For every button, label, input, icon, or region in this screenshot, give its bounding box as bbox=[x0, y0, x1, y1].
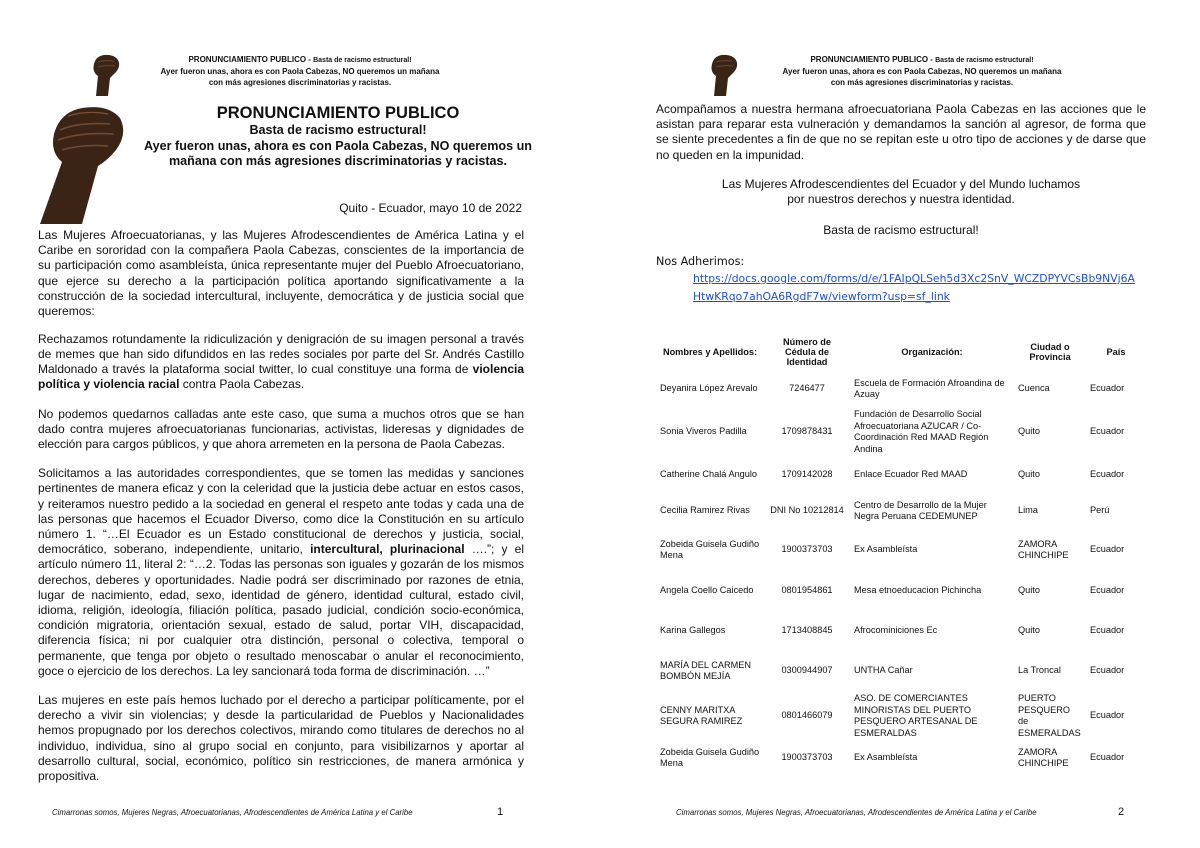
table-cell: Enlace Ecuador Red MAAD bbox=[854, 469, 968, 480]
header-title: PRONUNCIAMIENTO PUBLICO - bbox=[188, 55, 311, 64]
closing-line: Las Mujeres Afrodescendientes del Ecuador y del Mundo luchamos bbox=[721, 176, 1081, 191]
table-cell: Fundación de Desarrollo Social Afroecuatoriana AZUCAR / Co-Coordinación Red MAAD Región Andina bbox=[854, 409, 989, 454]
header-line-3: con más agresiones discriminatorias y racistas. bbox=[208, 78, 392, 87]
table-row bbox=[656, 371, 1146, 407]
table-row bbox=[656, 493, 1146, 529]
paragraph: Las mujeres en este país hemos luchado por el derecho a participar políticamente, por el derecho a vivir sin violencias; y desde la particularidad de Pueblos y Nacionalidades hemos propugnado por los derechos colectivos, mirando como titulares de derechos no al individuo, individua, sino al grupo social en conjunto, para visibilizarnos y aportar al desarrollo cultural, social, económico, político sin restricciones, de manera armónica y propositiva. bbox=[38, 692, 524, 783]
table-row bbox=[656, 691, 1146, 741]
column-header: Ciudad o Provincia bbox=[1029, 342, 1071, 362]
table-cell: ZAMORA CHINCHIPE bbox=[1018, 746, 1069, 768]
paragraph bbox=[38, 332, 524, 393]
adhesion-form-link[interactable] bbox=[693, 272, 1135, 303]
table-cell: Sonia Viveros Padilla bbox=[660, 426, 747, 437]
table-cell: Centro de Desarrollo de la Mujer Negra Peruana CEDEMUNEP bbox=[854, 499, 987, 521]
table-cell: Quito bbox=[1018, 426, 1040, 437]
paragraph: Las Mujeres Afroecuatorianas, y las Mujeres Afrodescendientes de América Latina y el Caribe en sororidad con la compañera Paola Cabezas, conscientes de la importancia de su participación como asambleísta, única representante mujer del Pueblo Afroecuatoriano, que ejerce su derecho a la participación política aportando significativamente a la construcción de la sociedad intercultural, incluyente, democrática y de justicia social que queremos: bbox=[38, 228, 524, 319]
table-cell: Ecuador bbox=[1090, 710, 1125, 721]
header-line-2: Ayer fueron unas, ahora es con Paola Cabezas, NO queremos un mañana bbox=[782, 67, 1062, 76]
table-row bbox=[656, 571, 1146, 611]
emphasis-text: violencia política y violencia racial bbox=[38, 362, 524, 392]
header-subtitle: Basta de racismo estructural! bbox=[313, 57, 412, 64]
header-line-2: Ayer fueron unas, ahora es con Paola Cabezas, NO queremos un mañana bbox=[160, 67, 440, 76]
paragraph bbox=[38, 466, 524, 679]
paragraph-text: contra Paola Cabezas. bbox=[179, 377, 305, 392]
table-cell: 1709142028 bbox=[781, 469, 833, 480]
page-number: 1 bbox=[497, 806, 504, 818]
column-header: Nombres y Apellidos: bbox=[662, 347, 758, 357]
page-number: 2 bbox=[1118, 806, 1125, 818]
table-row bbox=[656, 651, 1146, 691]
raised-fist-icon bbox=[88, 52, 122, 96]
table-cell: Cecilia Ramirez Rivas bbox=[660, 505, 750, 516]
link-text: https://docs.google.com/forms/d/e/1FAIpQLSeh5d3Xc2SnV_WCZDPYVCsBb9NVj6A bbox=[693, 272, 1135, 285]
table-cell: Ecuador bbox=[1090, 383, 1125, 394]
document-subtitle-line: Ayer fueron unas, ahora es con Paola Cabezas, NO queremos un bbox=[144, 138, 532, 153]
table-row bbox=[656, 457, 1146, 493]
page-footer: Cimarronas somos, Mujeres Negras, Afroecuatorianas, Afrodescendientes de América Latina y el Caribe bbox=[52, 808, 413, 817]
document-subtitle-line: mañana con más agresiones discriminatorias y racistas. bbox=[168, 154, 508, 168]
table-header-row bbox=[656, 333, 1146, 371]
paragraph: Acompañamos a nuestra hermana afroecuatoriana Paola Cabezas en las acciones que le asistan para reparar esta vulneración y demandamos la sanción al agresor, de forma que se siente precedentes a fin de que no se repitan este u otro tipo de acciones y de darse que no queden en la impunidad. bbox=[656, 102, 1146, 162]
paragraph: No podemos quedarnos calladas ante este caso, que suma a muchos otros que se han dado contra mujeres afroecuatorianas funcionarias, activistas, lideresas y dignidades de elección para cargos públicos, y que ahora arremeten en la persona de Paola Cabezas. bbox=[38, 406, 524, 451]
table-cell: 0801466079 bbox=[781, 710, 833, 721]
column-header: Organización: bbox=[901, 347, 963, 357]
table-cell: Karina Gallegos bbox=[660, 625, 726, 636]
table-cell: Ecuador bbox=[1090, 665, 1125, 676]
place-date: Quito - Ecuador, mayo 10 de 2022 bbox=[339, 201, 522, 215]
table-cell: Lima bbox=[1018, 505, 1038, 516]
table-cell: Quito bbox=[1018, 585, 1040, 596]
table-cell: 1900373703 bbox=[781, 544, 833, 555]
table-cell: Ecuador bbox=[1090, 585, 1125, 596]
table-row bbox=[656, 611, 1146, 651]
table-cell: Ecuador bbox=[1090, 544, 1125, 555]
table-cell: Perú bbox=[1090, 505, 1110, 516]
link-text: HtwKRqo7ahOA6RgdF7w/viewform?usp=sf_link bbox=[693, 290, 950, 303]
table-cell: 0300944907 bbox=[781, 665, 833, 676]
table-cell: Angela Coello Caicedo bbox=[660, 585, 754, 596]
table-cell: UNTHA Cañar bbox=[854, 665, 913, 676]
table-row bbox=[656, 741, 1146, 775]
table-cell: Afrocominiciones Ec bbox=[854, 625, 938, 636]
table-cell: 7246477 bbox=[789, 383, 825, 394]
table-cell: ZAMORA CHINCHIPE bbox=[1018, 538, 1069, 560]
table-cell: Ecuador bbox=[1090, 426, 1125, 437]
header-line-3: con más agresiones discriminatorias y racistas. bbox=[830, 78, 1014, 87]
page-header bbox=[772, 54, 1072, 88]
page1-body bbox=[38, 228, 524, 797]
table-row bbox=[656, 529, 1146, 571]
title-block bbox=[120, 104, 556, 170]
header-title: PRONUNCIAMIENTO PUBLICO - bbox=[810, 55, 933, 64]
paragraph-text: Rechazamos rotundamente la ridiculización y denigración de su imagen personal a través de memes que han sido difundidos en las redes sociales por parte del Sr. Andrés Castillo Maldonado a través la plataforma social twitter, lo cual constituye una forma de bbox=[38, 331, 524, 377]
table-cell: Escuela de Formación Afroandina de Azuay bbox=[854, 377, 1005, 399]
closing-line: por nuestros derechos y nuestra identidad. bbox=[787, 192, 1015, 207]
table-cell: La Troncal bbox=[1018, 665, 1061, 676]
raised-fist-icon bbox=[706, 52, 740, 96]
table-cell: Quito bbox=[1018, 469, 1040, 480]
table-row bbox=[656, 407, 1146, 457]
table-cell: Deyanira López Arevalo bbox=[660, 383, 758, 394]
signatories-table bbox=[656, 333, 1146, 775]
table-cell: Ecuador bbox=[1090, 625, 1125, 636]
table-cell: Ex Asambleísta bbox=[854, 544, 918, 555]
table-cell: 0801954861 bbox=[781, 585, 833, 596]
table-cell: Ex Asambleísta bbox=[854, 752, 918, 763]
table-cell: Zobeida Guisela Gudiño Mena bbox=[660, 746, 760, 768]
table-cell: 1713408845 bbox=[781, 625, 833, 636]
adhesion-section bbox=[656, 255, 1156, 305]
document-title: PRONUNCIAMIENTO PUBLICO bbox=[216, 104, 460, 122]
raised-fist-icon bbox=[38, 100, 128, 224]
table-cell: Ecuador bbox=[1090, 752, 1125, 763]
table-cell: ASO. DE COMERCIANTES MINORISTAS DEL PUERTO PESQUERO ARTESANAL DE ESMERALDAS bbox=[854, 693, 978, 738]
header-subtitle: Basta de racismo estructural! bbox=[935, 57, 1034, 64]
table-cell: Catherine Chalá Angulo bbox=[660, 469, 758, 480]
page-header bbox=[150, 54, 450, 88]
paragraph-text: Solicitamos a las autoridades correspondientes, que se tomen las medidas y sanciones pertinentes de manera eficaz y con la celeridad que la justicia debe actuar en estos casos, y reiteramos nuestro pedido a la sociedad en general el respeto ante todas y cada una de las personas que hacemos el Ecuador Diverso, como dice la Constitución en su artículo número 1. “…El Ecuador es un Estado constitucional de derechos y justicia, social, democrático, soberano, independiente, unitario, bbox=[38, 466, 524, 557]
column-header: Número de Cédula de Identidad bbox=[783, 337, 831, 367]
table-cell: Quito bbox=[1018, 625, 1040, 636]
page2-body bbox=[656, 102, 1146, 238]
table-cell: 1709878431 bbox=[781, 426, 833, 437]
page-footer: Cimarronas somos, Mujeres Negras, Afroecuatorianas, Afrodescendientes de América Latina y el Caribe bbox=[676, 808, 1037, 817]
table-cell: Zobeida Guisela Gudiño Mena bbox=[660, 538, 760, 560]
table-cell: Mesa etnoeducacion Pichincha bbox=[854, 585, 982, 596]
adhesion-label: Nos Adherimos: bbox=[656, 255, 745, 268]
table-cell: Ecuador bbox=[1090, 469, 1125, 480]
table-cell: Cuenca bbox=[1018, 383, 1050, 394]
table-cell: CENNY MARITXA SEGURA RAMIREZ bbox=[660, 704, 743, 726]
table-cell: 1900373703 bbox=[781, 752, 833, 763]
paragraph-text: ….”; y el artículo número 11, literal 2: “…2. Todas las personas son iguales y gozarán de los mismos derechos, deberes y oportunidades. Nadie podrá ser discriminado por razones de etnia, lugar de nacimiento, edad, sexo, identidad de género, identidad cultural, estado civil, idioma, religión, ideología, filiación política, pasado judicial, condición socio-económica, condición migratoria, orientación sexual, estado de salud, portar VIH, discapacidad, diferencia física; ni por cualquier otra distinción, personal o colectiva, temporal o permanente, que tenga por objeto o resultado menoscabar o anular el reconocimiento, goce o ejercicio de los derechos. La ley sancionará toda forma de discriminación. …” bbox=[38, 542, 524, 678]
table-cell: MARÍA DEL CARMEN BOMBÓN MEJÍA bbox=[660, 659, 752, 681]
table-cell: DNI No 10212814 bbox=[770, 505, 844, 516]
closing-slogan: Basta de racismo estructural! bbox=[823, 223, 979, 238]
document-page-2 bbox=[600, 0, 1200, 848]
table-cell: PUERTO PESQUERO de ESMERALDAS bbox=[1018, 693, 1081, 738]
column-header: País bbox=[1106, 347, 1126, 357]
emphasis-text: intercultural, plurinacional bbox=[310, 542, 465, 557]
document-subtitle: Basta de racismo estructural! bbox=[249, 123, 427, 137]
